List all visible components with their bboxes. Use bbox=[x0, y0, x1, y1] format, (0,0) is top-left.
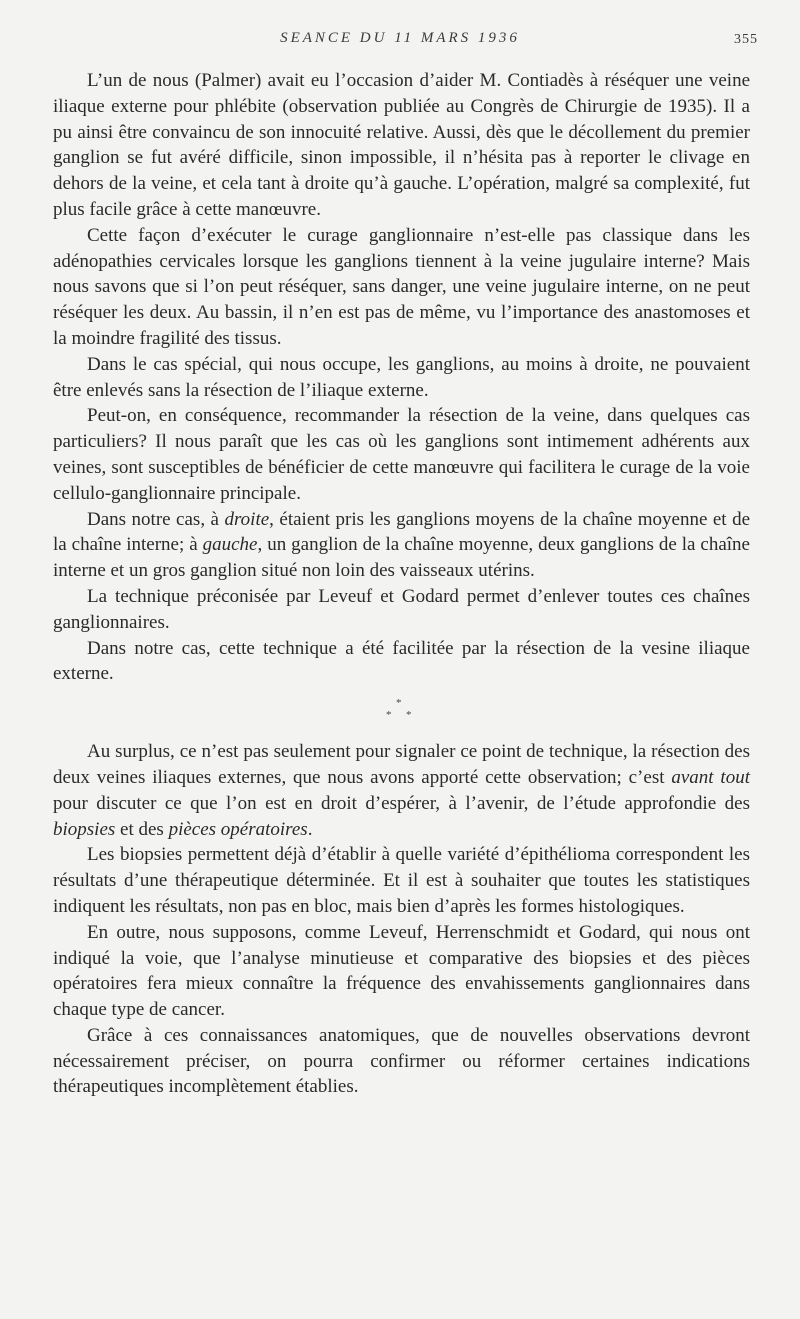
section-separator bbox=[53, 687, 750, 739]
italic-term: gauche bbox=[202, 534, 258, 556]
paragraph: Les biopsies permettent déjà d’établir à quelle variété d’épithélioma correspondent les résultats d’une thérapeutique déterminée. Et il est à souhaiter que toutes les statistiques indiquent les résultats, non pas en bloc, mais bien d’après les formes histologiques. bbox=[53, 844, 750, 917]
paragraph: Peut-on, en conséquence, recommander la résection de la veine, dans quelques cas particuliers? Il nous paraît que les cas où les ganglions sont intimement adhérents aux veines, sont susceptibles de bénéficier de cette manœuvre qui facilitera le curage de la voie cellulo-ganglionnaire principale. bbox=[53, 405, 750, 504]
paragraph: Cette façon d’exécuter le curage ganglionnaire n’est-elle pas classique dans les adénopathies cervicales lorsque les ganglions tiennent à la veine jugulaire interne? Mais nous savons que si l’on peut réséquer, sans danger, une veine jugulaire interne, on ne peut réséquer les deux. Au bassin, il n’en est pas de même, vu l’importance des anastomoses et la moindre fragilité des tissus. bbox=[53, 224, 750, 349]
asterism-star: * bbox=[386, 709, 392, 722]
paragraph: Dans notre cas, cette technique a été facilitée par la résection de la vesine iliaque externe. bbox=[53, 637, 750, 685]
asterism-star: * bbox=[396, 697, 402, 710]
paragraph: Dans le cas spécial, qui nous occupe, les ganglions, au moins à droite, ne pouvaient être enlevés sans la résection de l’iliaque externe. bbox=[53, 353, 750, 401]
paragraph: Dans notre cas, à droite, étaient pris les ganglions moyens de la chaîne moyenne et de la chaîne interne; à gauche, un ganglion de la chaîne moyenne, deux ganglions de la chaîne interne et un gros ganglion situé non loin des vaisseaux utérins. bbox=[53, 508, 751, 582]
paragraph: L’un de nous (Palmer) avait eu l’occasion d’aider M. Contiadès à réséquer une veine iliaque externe pour phlébite (observation publiée au Congrès de Chirurgie de 1935). Il a pu ainsi être convaincu de son innocuité relative. Aussi, dès que le décollement du premier ganglion se fut avéré difficile, sinon impossible, il n’hésita pas à reporter le clivage en dehors de la veine, et cela tant à droite qu’à gauche. L’opération, malgré sa complexité, fut plus facile grâce à cette manœuvre. bbox=[53, 70, 750, 220]
paragraph: En outre, nous supposons, comme Leveuf, Herrenschmidt et Godard, qui nous ont indiqué la voie, que l’analyse minutieuse et comparative des biopsies et des pièces opératoires fera mieux connaître la fréquence des envahissements ganglionnaires dans chaque type de cancer. bbox=[53, 921, 750, 1021]
italic-term: biopsies bbox=[53, 818, 116, 840]
page-number: 355 bbox=[734, 32, 758, 47]
paragraph: Grâce à ces connaissances anatomiques, que de nouvelles observations devront nécessairement préciser, on pourra confirmer ou réformer certaines indications thérapeutiques incomplètement établies. bbox=[53, 1024, 750, 1098]
italic-term: avant tout bbox=[671, 766, 750, 788]
running-title: SEANCE DU 11 MARS 1936 bbox=[280, 30, 520, 46]
italic-term: pièces opératoires bbox=[168, 818, 308, 840]
paragraph: La technique préconisée par Leveuf et Godard permet d’enlever toutes ces chaînes ganglionnaires. bbox=[53, 585, 750, 633]
body-text bbox=[53, 68, 750, 1100]
italic-term: droite bbox=[224, 508, 270, 530]
paragraph: Au surplus, ce n’est pas seulement pour signaler ce point de technique, la résection des deux veines iliaques externes, que nous avons apporté cette observation; c’est avant tout pour discuter ce que l’on est en droit d’espérer, à l’avenir, de l’étude approfondie des biopsies et des pièces opératoires. bbox=[53, 741, 750, 840]
asterism-star: * bbox=[406, 709, 412, 722]
page-header bbox=[0, 30, 800, 54]
